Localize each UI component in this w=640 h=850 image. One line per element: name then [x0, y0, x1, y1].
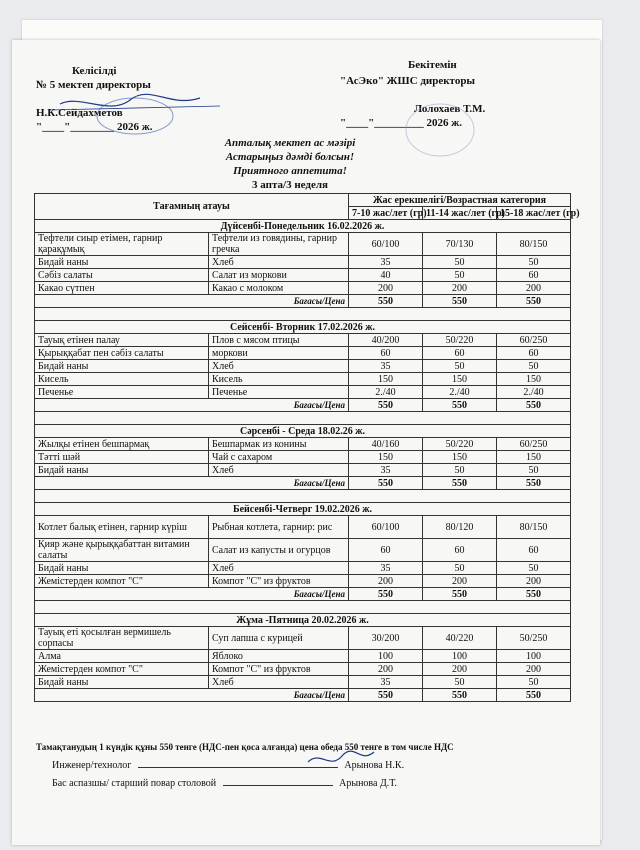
portion-15-18: 60/250: [497, 438, 571, 451]
portion-7-10: 2./40: [349, 386, 423, 399]
portion-15-18: 50: [497, 676, 571, 689]
dish-row: [35, 256, 571, 269]
dish-name-kz: Тауық етінен палау: [35, 334, 209, 347]
dish-name-kz: Сәбіз салаты: [35, 269, 209, 282]
dish-name-kz: Какао сүтпен: [35, 282, 209, 295]
dish-row: [35, 438, 571, 451]
price-label: Бағасы/Цена: [35, 399, 349, 412]
portion-11-14: 80/120: [423, 516, 497, 539]
dish-name-kz: Тефтели сиыр етімен, гарнир қарақұмық: [35, 233, 209, 256]
portion-11-14: 2./40: [423, 386, 497, 399]
dish-row: [35, 676, 571, 689]
dish-row: [35, 562, 571, 575]
price-value: 550: [423, 477, 497, 490]
portion-7-10: 35: [349, 464, 423, 477]
portion-11-14: 100: [423, 650, 497, 663]
portion-7-10: 60: [349, 539, 423, 562]
portion-15-18: 60: [497, 347, 571, 360]
dish-name-ru: Кисель: [209, 373, 349, 386]
price-value: 550: [497, 689, 571, 702]
price-value: 550: [349, 689, 423, 702]
col-header-category: Жас ерекшелігі/Возрастная категория: [349, 194, 571, 207]
portion-15-18: 2./40: [497, 386, 571, 399]
dish-name-ru: Салат из моркови: [209, 269, 349, 282]
portion-15-18: 80/150: [497, 516, 571, 539]
portion-11-14: 200: [423, 282, 497, 295]
portion-15-18: 50: [497, 256, 571, 269]
approval-right-name: Лолохаев Т.М.: [414, 103, 486, 115]
portion-11-14: 50: [423, 269, 497, 282]
portion-11-14: 150: [423, 451, 497, 464]
price-note-text: Тамақтанудың 1 күндік құны 550 тенге (НДС-пен қоса алғанда) цена обеда 550 тенге в том чиcле НДС: [36, 742, 454, 752]
dish-name-kz: Бидай наны: [35, 562, 209, 575]
portion-7-10: 40/160: [349, 438, 423, 451]
portion-7-10: 200: [349, 575, 423, 588]
day-title: Жұма -Пятница 20.02.2026 ж.: [35, 614, 571, 627]
portion-15-18: 80/150: [497, 233, 571, 256]
portion-15-18: 100: [497, 650, 571, 663]
price-value: 550: [497, 588, 571, 601]
dish-name-ru: Компот "С" из фруктов: [209, 575, 349, 588]
dish-row: [35, 451, 571, 464]
dish-row: [35, 347, 571, 360]
approval-right-title: Бекітемін: [408, 59, 457, 71]
dish-name-ru: Тефтели из говядины, гарнир гречка: [209, 233, 349, 256]
portion-7-10: 60/100: [349, 516, 423, 539]
price-value: 550: [423, 295, 497, 308]
dish-row: [35, 360, 571, 373]
portion-11-14: 50: [423, 676, 497, 689]
dish-name-kz: Печенье: [35, 386, 209, 399]
portion-7-10: 35: [349, 676, 423, 689]
day-title: Бейсенбі-Четверг 19.02.2026 ж.: [35, 503, 571, 516]
price-row: [35, 399, 571, 412]
dish-name-kz: Котлет балық етінен, гарнир күріш: [35, 516, 209, 539]
portion-11-14: 150: [423, 373, 497, 386]
price-value: 550: [497, 477, 571, 490]
dish-name-kz: Кисель: [35, 373, 209, 386]
dish-name-ru: Чай с сахаром: [209, 451, 349, 464]
dish-name-kz: Жемістерден компот "С": [35, 575, 209, 588]
portion-7-10: 200: [349, 663, 423, 676]
chef-name: Арынова Д.Т.: [339, 778, 397, 789]
portion-11-14: 50: [423, 464, 497, 477]
portion-7-10: 150: [349, 373, 423, 386]
approval-left-date: "____"________ 2026 ж.: [36, 121, 153, 133]
price-row: [35, 477, 571, 490]
day-title: Сейсенбі- Вторник 17.02.2026 ж.: [35, 321, 571, 334]
dish-row: [35, 627, 571, 650]
dish-name-kz: Жылқы етінен бешпармақ: [35, 438, 209, 451]
week-label: 3 апта/3 неделя: [252, 179, 328, 191]
dish-name-kz: Бидай наны: [35, 256, 209, 269]
portion-15-18: 150: [497, 373, 571, 386]
menu-title: [160, 136, 420, 192]
portion-11-14: 60: [423, 539, 497, 562]
dish-row: [35, 650, 571, 663]
price-value: 550: [423, 689, 497, 702]
portion-15-18: 50/250: [497, 627, 571, 650]
price-value: 550: [349, 477, 423, 490]
dish-name-ru: Салат из капусты и огурцов: [209, 539, 349, 562]
dish-name-ru: Хлеб: [209, 676, 349, 689]
approval-right-date: "____"_________ 2026 ж.: [340, 117, 462, 129]
price-label: Бағасы/Цена: [35, 689, 349, 702]
portion-7-10: 35: [349, 256, 423, 269]
engineer-signature: [300, 740, 380, 780]
dish-row: [35, 539, 571, 562]
price-label: Бағасы/Цена: [35, 588, 349, 601]
approval-left-name: Н.К.Сейдахметов: [36, 107, 123, 119]
dish-name-kz: Бидай наны: [35, 464, 209, 477]
price-row: [35, 295, 571, 308]
portion-11-14: 50/220: [423, 438, 497, 451]
price-label: Бағасы/Цена: [35, 477, 349, 490]
dish-name-ru: Яблоко: [209, 650, 349, 663]
dish-name-ru: Хлеб: [209, 360, 349, 373]
approval-right-position: "АсЭко" ЖШС директоры: [340, 75, 476, 87]
dish-row: [35, 464, 571, 477]
portion-11-14: 200: [423, 575, 497, 588]
portion-11-14: 50: [423, 256, 497, 269]
portion-7-10: 35: [349, 562, 423, 575]
director-signature-stamp: [40, 86, 230, 136]
portion-15-18: 200: [497, 575, 571, 588]
dish-name-kz: Бидай наны: [35, 360, 209, 373]
col-header-cat3: 15-18 жас/лет (гр): [497, 207, 571, 220]
portion-7-10: 60: [349, 347, 423, 360]
dish-name-ru: Компот "С" из фруктов: [209, 663, 349, 676]
dish-name-ru: Бешпармак из конины: [209, 438, 349, 451]
portion-11-14: 50: [423, 360, 497, 373]
dish-name-ru: Печенье: [209, 386, 349, 399]
price-label: Бағасы/Цена: [35, 295, 349, 308]
portion-15-18: 50: [497, 464, 571, 477]
col-header-cat1: 7-10 жас/лет (гр): [349, 207, 423, 220]
price-value: 550: [349, 588, 423, 601]
dish-name-ru: Хлеб: [209, 256, 349, 269]
menu-greeting-kz: Астарыңыз дәмді болсын!: [225, 151, 355, 163]
portion-15-18: 200: [497, 663, 571, 676]
dish-row: [35, 516, 571, 539]
dish-row: [35, 386, 571, 399]
dish-row: [35, 373, 571, 386]
day-title: Дүйсенбі-Понедельник 16.02.2026 ж.: [35, 220, 571, 233]
day-title: Сәрсенбі - Среда 18.02.26 ж.: [35, 425, 571, 438]
price-value: 550: [497, 295, 571, 308]
price-value: 550: [497, 399, 571, 412]
dish-name-ru: моркови: [209, 347, 349, 360]
dish-name-ru: Плов с мясом птицы: [209, 334, 349, 347]
dish-name-kz: Қырыққабат пен сәбіз салаты: [35, 347, 209, 360]
dish-row: [35, 282, 571, 295]
menu-title-kz: Апталық мектеп ас мәзірі: [224, 137, 356, 149]
portion-15-18: 60/250: [497, 334, 571, 347]
dish-name-ru: Рыбная котлета, гарнир: рис: [209, 516, 349, 539]
portion-11-14: 200: [423, 663, 497, 676]
portion-7-10: 100: [349, 650, 423, 663]
price-note: [36, 742, 454, 753]
dish-row: [35, 334, 571, 347]
dish-row: [35, 269, 571, 282]
portion-11-14: 50: [423, 562, 497, 575]
portion-15-18: 60: [497, 539, 571, 562]
portion-11-14: 70/130: [423, 233, 497, 256]
engineer-name: Арынова Н.К.: [344, 760, 405, 771]
engineer-label: Инженер/технолог: [52, 760, 132, 771]
dish-row: [35, 233, 571, 256]
portion-15-18: 50: [497, 562, 571, 575]
portion-11-14: 50/220: [423, 334, 497, 347]
portion-15-18: 60: [497, 269, 571, 282]
portion-7-10: 60/100: [349, 233, 423, 256]
col-header-name: Тағамның атауы: [35, 194, 349, 220]
price-value: 550: [349, 295, 423, 308]
portion-11-14: 40/220: [423, 627, 497, 650]
dish-name-kz: Алма: [35, 650, 209, 663]
portion-7-10: 35: [349, 360, 423, 373]
portion-7-10: 150: [349, 451, 423, 464]
price-row: [35, 689, 571, 702]
portion-15-18: 200: [497, 282, 571, 295]
portion-11-14: 60: [423, 347, 497, 360]
dish-name-kz: Тауық еті қосылған вермишель сорпасы: [35, 627, 209, 650]
dish-row: [35, 663, 571, 676]
portion-15-18: 150: [497, 451, 571, 464]
dish-name-kz: Тәтті шәй: [35, 451, 209, 464]
dish-name-kz: Бидай наны: [35, 676, 209, 689]
portion-7-10: 200: [349, 282, 423, 295]
approval-left-position: № 5 мектеп директоры: [36, 79, 151, 91]
dish-name-ru: Суп лапша с курицей: [209, 627, 349, 650]
approval-left-title: Келісілді: [72, 65, 117, 77]
price-value: 550: [423, 399, 497, 412]
portion-15-18: 50: [497, 360, 571, 373]
col-header-cat2: 11-14 жас/лет (гр): [423, 207, 497, 220]
price-value: 550: [349, 399, 423, 412]
dish-name-ru: Хлеб: [209, 562, 349, 575]
portion-7-10: 40/200: [349, 334, 423, 347]
menu-greeting-ru: Приятного аппетита!: [233, 165, 347, 177]
menu-table: [34, 193, 580, 702]
dish-name-ru: Хлеб: [209, 464, 349, 477]
price-row: [35, 588, 571, 601]
price-value: 550: [423, 588, 497, 601]
dish-name-kz: Жемістерден компот "С": [35, 663, 209, 676]
dish-name-ru: Какао с молоком: [209, 282, 349, 295]
dish-row: [35, 575, 571, 588]
dish-name-kz: Қияр және қырыққабаттан витамин салаты: [35, 539, 209, 562]
portion-7-10: 40: [349, 269, 423, 282]
portion-7-10: 30/200: [349, 627, 423, 650]
chef-label: Бас аспазшы/ старший повар столовой: [52, 778, 217, 789]
